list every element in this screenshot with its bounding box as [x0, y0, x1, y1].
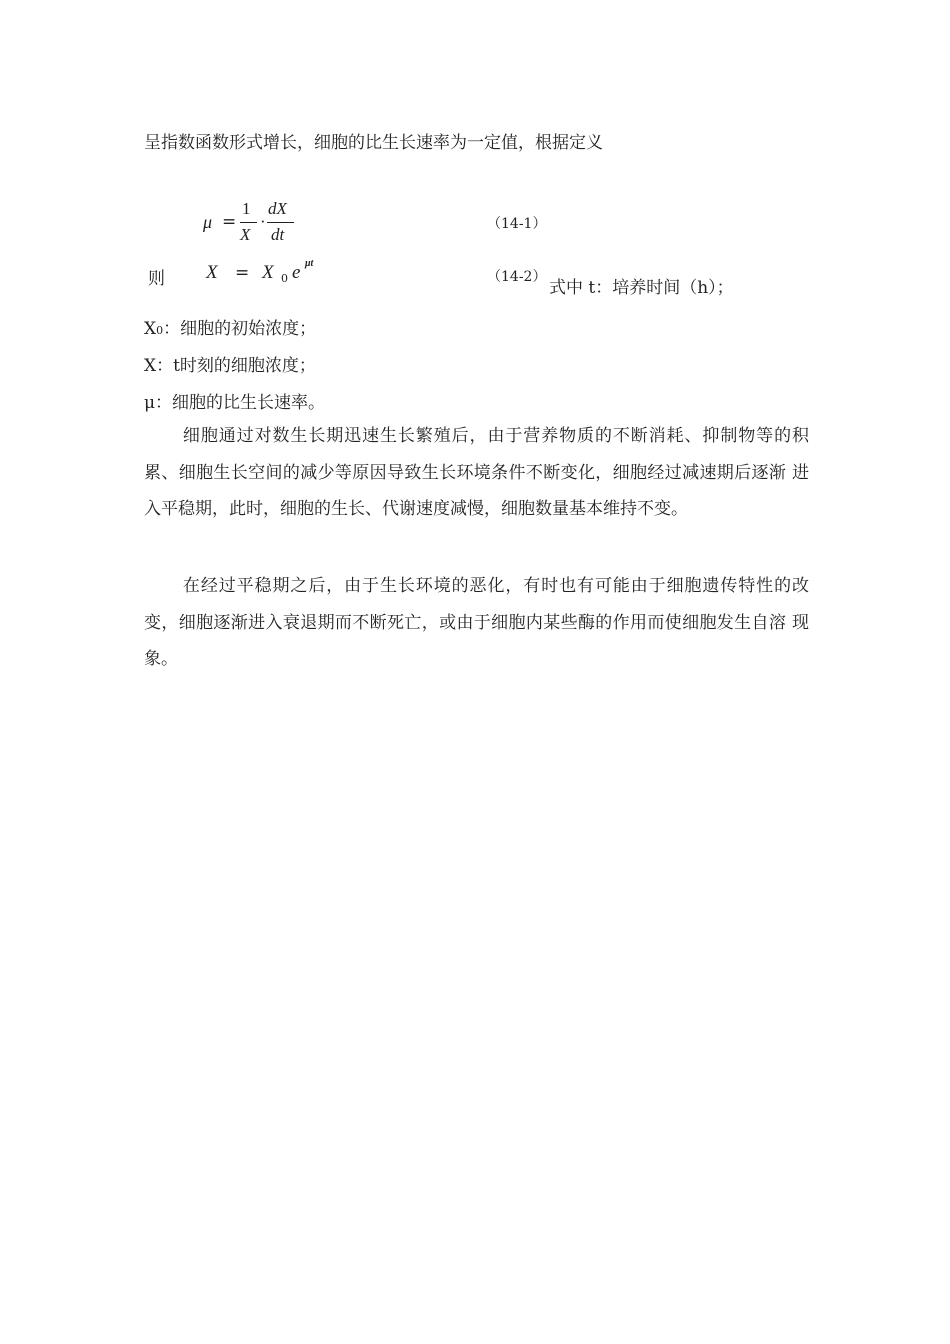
paragraph-1 [144, 418, 809, 528]
eq1-frac1-numerator: 1 [242, 199, 251, 218]
intro-line: 呈指数函数形式增长，细胞的比生长速率为一定值，根据定义 [144, 133, 603, 153]
eq2-rhs-e: e [292, 262, 301, 283]
eq2-lhs: X [206, 262, 218, 283]
def-x0-subscript: 0 [156, 324, 164, 337]
eq1-frac1-bar [240, 222, 257, 223]
eq1-number: （14-1） [487, 216, 547, 232]
eq1-dot: · [260, 212, 266, 231]
paragraph-1-text: 细胞通过对数生长期迅速生长繁殖后，由于营养物质的不断消耗、抑制物等的积累、细胞生长空间的减少等原因导致生长环境条件不断变化，细胞经过减速期后逐渐 进入平稳期，此时，细胞的生长、代谢速度减慢，细胞数量基本维持不变。 [144, 426, 809, 519]
eq2-prefix: 则 [148, 269, 165, 289]
eq2-rhs-base: X [262, 262, 274, 283]
eq2-trailing-text: 式中 t：培养时间（h）； [549, 278, 734, 298]
eq2-number: （14-2） [487, 269, 547, 285]
eq2-equals: = [235, 263, 250, 283]
definition-mu: μ：细胞的比生长速率。 [144, 393, 326, 413]
paragraph-2 [144, 568, 809, 678]
definition-x: X：t时刻的细胞浓度； [144, 356, 316, 376]
eq1-fraction [240, 199, 296, 249]
eq1-mu: μ [203, 212, 213, 232]
eq1-frac2-numerator: dX [268, 199, 287, 218]
definition-x0 [144, 314, 316, 339]
def-x0-symbol: X [144, 319, 157, 339]
eq1-frac2-bar [267, 222, 294, 223]
eq1-frac2-denominator: dt [271, 225, 285, 244]
paragraph-2-text: 在经过平稳期之后，由于生长环境的恶化，有时也有可能由于细胞遗传特性的改变，细胞逐渐进入衰退期而不断死亡，或由于细胞内某些酶的作用而使细胞发生自溶 现象。 [144, 576, 809, 669]
eq1-frac1-denominator: X [240, 225, 251, 244]
eq2-rhs-exponent: μt [305, 258, 314, 269]
def-x0-text: ：细胞的初始浓度； [163, 319, 317, 339]
eq2-rhs-subscript: 0 [281, 272, 288, 285]
eq1-equals: = [222, 212, 237, 232]
